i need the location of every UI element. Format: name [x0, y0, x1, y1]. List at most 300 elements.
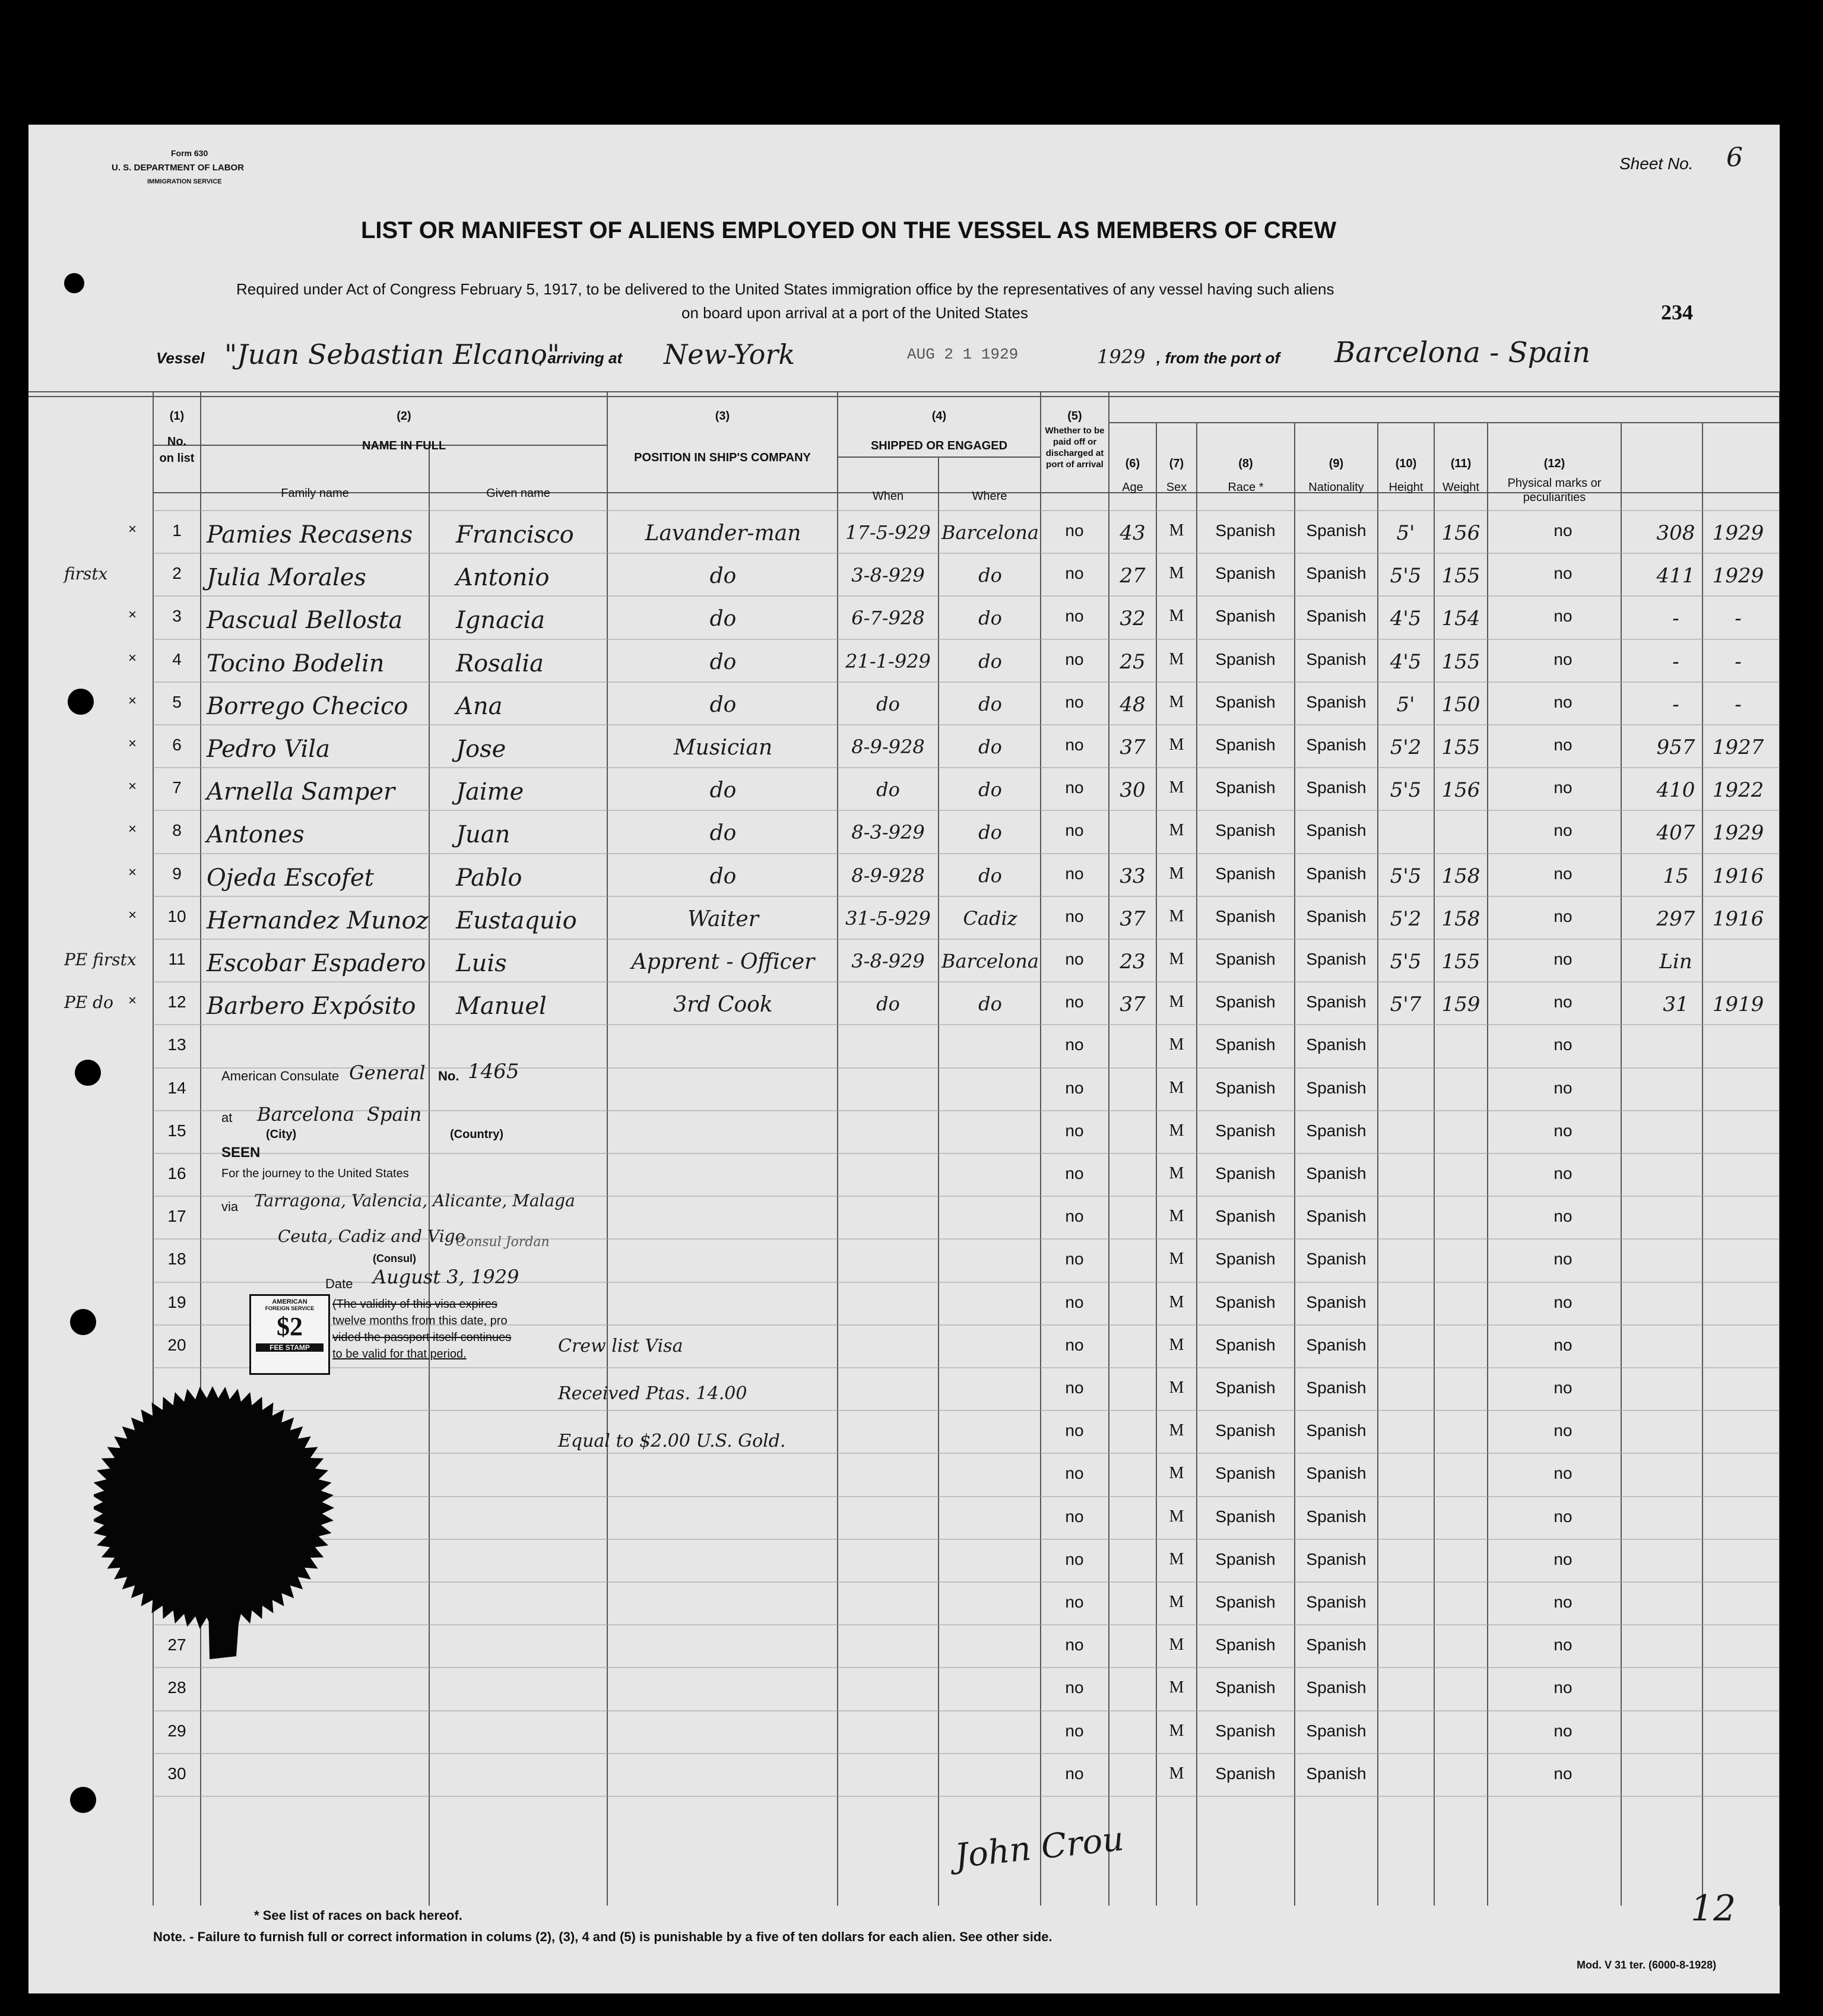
given-name: Jaime	[456, 778, 524, 806]
col8-num: (8)	[1238, 457, 1253, 470]
race: Spanish	[1215, 1035, 1276, 1054]
nationality: Spanish	[1306, 1764, 1367, 1783]
sex: M	[1169, 1764, 1184, 1783]
row-number: 2	[172, 564, 182, 583]
extra-year: 1919	[1712, 993, 1764, 1017]
table-row	[28, 982, 1780, 1025]
check-mark: ×	[128, 821, 137, 838]
race: Spanish	[1215, 1121, 1276, 1140]
col4-when: When	[872, 490, 904, 503]
extra-year: 1916	[1712, 864, 1764, 888]
race: Spanish	[1215, 1292, 1276, 1311]
row-number: 6	[172, 736, 182, 754]
height: 5'5	[1390, 864, 1422, 888]
nationality: Spanish	[1306, 1164, 1367, 1183]
paid-off: no	[1065, 950, 1084, 968]
row-number: 8	[172, 821, 182, 840]
family-name: Tocino Bodelin	[207, 649, 385, 677]
row-number: 15	[167, 1121, 186, 1140]
physical-marks: no	[1553, 692, 1572, 711]
table-row	[28, 939, 1780, 982]
paid-off: no	[1065, 1464, 1084, 1483]
table-row	[28, 639, 1780, 682]
check-mark: ×	[128, 864, 137, 880]
paid-off: no	[1065, 1635, 1084, 1654]
paid-off: no	[1065, 692, 1084, 711]
paid-off: no	[1065, 1164, 1084, 1183]
row-number: 7	[172, 778, 182, 797]
shipped-when: 8-9-928	[851, 736, 925, 758]
paid-off: no	[1065, 649, 1084, 668]
height: 4'5	[1390, 649, 1422, 674]
given-name: Antonio	[456, 564, 550, 592]
seen-label: SEEN	[221, 1145, 261, 1161]
height: 5'	[1396, 692, 1415, 717]
race: Spanish	[1215, 1164, 1276, 1183]
height: 5'2	[1390, 906, 1422, 931]
age: 37	[1120, 736, 1146, 759]
age: 33	[1120, 864, 1146, 888]
check-mark: ×	[128, 692, 137, 709]
physical-marks: no	[1553, 1464, 1572, 1483]
paid-off: no	[1065, 1078, 1084, 1097]
visa-date: August 3, 1929	[373, 1266, 519, 1288]
age: 48	[1120, 692, 1146, 717]
physical-marks: no	[1553, 1721, 1572, 1740]
paid-off: no	[1065, 607, 1084, 626]
race: Spanish	[1215, 692, 1276, 711]
manifest-sheet	[28, 125, 1780, 1993]
shipped-where: do	[978, 649, 1002, 673]
paid-off: no	[1065, 1035, 1084, 1054]
family-name: Barbero Expósito	[207, 993, 416, 1020]
extra-year: 1929	[1712, 821, 1764, 845]
check-mark: ×	[128, 736, 137, 752]
physical-marks: no	[1553, 1549, 1572, 1568]
col10-label: Height	[1388, 481, 1423, 494]
race: Spanish	[1215, 1507, 1276, 1526]
race: Spanish	[1215, 1593, 1276, 1611]
col9-label: Nationality	[1308, 481, 1364, 494]
extra-year: 1916	[1712, 906, 1764, 931]
paid-off: no	[1065, 1549, 1084, 1568]
margin-note: PE do	[64, 993, 113, 1013]
given-name: Rosalia	[456, 649, 544, 677]
row-number: 13	[167, 1035, 186, 1054]
crew-visa-note-2: Received Ptas. 14.00	[558, 1383, 747, 1404]
shipped-when: 8-3-929	[851, 821, 925, 844]
height: 4'5	[1390, 607, 1422, 631]
race: Spanish	[1215, 1549, 1276, 1568]
race: Spanish	[1215, 1078, 1276, 1097]
weight: 158	[1441, 906, 1480, 931]
paid-off: no	[1065, 864, 1084, 883]
nationality: Spanish	[1306, 821, 1367, 840]
table-row	[28, 1025, 1780, 1067]
sex: M	[1169, 1678, 1184, 1697]
race: Spanish	[1215, 950, 1276, 968]
extra-number: 957	[1656, 736, 1695, 759]
family-name: Borrego Checico	[207, 692, 408, 720]
nationality: Spanish	[1306, 1635, 1367, 1654]
extra-number: -	[1672, 692, 1679, 717]
row-number: 30	[167, 1764, 186, 1783]
extra-number: 31	[1663, 993, 1689, 1017]
arriving-label: , arriving at	[539, 349, 623, 367]
nationality: Spanish	[1306, 1549, 1367, 1568]
given-name: Ignacia	[456, 607, 546, 635]
nationality: Spanish	[1306, 778, 1367, 797]
sex: M	[1169, 692, 1184, 711]
validity-line-3: vided the passport itself continues	[332, 1331, 512, 1344]
col11-label: Weight	[1442, 481, 1479, 494]
age: 23	[1120, 950, 1146, 974]
col2-family: Family name	[281, 487, 349, 500]
sex: M	[1169, 1549, 1184, 1568]
check-mark: ×	[128, 607, 137, 623]
date-stamp: AUG 2 1 1929	[907, 345, 1019, 363]
shipped-where: Cadiz	[963, 906, 1017, 930]
extra-year: -	[1735, 692, 1742, 717]
col1-num: (1)	[169, 410, 185, 423]
row-number: 16	[167, 1164, 186, 1183]
row-number: 18	[167, 1250, 186, 1269]
shipped-when: 3-8-929	[851, 950, 925, 972]
given-name: Manuel	[456, 993, 547, 1020]
position: 3rd Cook	[673, 993, 773, 1017]
nationality: Spanish	[1306, 1292, 1367, 1311]
form-number: Form 630	[171, 148, 208, 158]
sex: M	[1169, 736, 1184, 754]
shipped-when: 31-5-929	[845, 906, 931, 930]
extra-number: 410	[1656, 778, 1695, 803]
col10-num: (10)	[1395, 457, 1417, 470]
validity-line-2: twelve months from this date, pro	[332, 1314, 508, 1327]
stamp-value: $2	[277, 1312, 303, 1341]
paid-off: no	[1065, 993, 1084, 1012]
sheet-number: 6	[1726, 142, 1743, 173]
validity-line-4: to be valid for that period.	[332, 1348, 467, 1361]
stamp-line-1: AMERICAN	[272, 1298, 307, 1305]
extra-year: -	[1735, 607, 1742, 631]
shipped-when: 17-5-929	[845, 521, 931, 544]
col9-num: (9)	[1329, 457, 1344, 470]
stamp-line-3: FEE STAMP	[256, 1343, 324, 1352]
family-name: Antones	[207, 821, 305, 849]
stamp-line-2: FOREIGN SERVICE	[265, 1305, 315, 1311]
validity-line-1: (The validity of this visa expires	[332, 1298, 497, 1311]
shipped-where: do	[978, 607, 1002, 630]
form-mod: Mod. V 31 ter. (6000-8-1928)	[1577, 1959, 1717, 1971]
physical-marks: no	[1553, 1378, 1572, 1397]
given-name: Eustaquio	[456, 906, 577, 934]
sex: M	[1169, 564, 1184, 583]
table-row	[28, 768, 1780, 810]
physical-marks: no	[1553, 1635, 1572, 1654]
vessel-label: Vessel	[156, 349, 205, 367]
row-number: 11	[168, 950, 186, 968]
paid-off: no	[1065, 778, 1084, 797]
sex: M	[1169, 1035, 1184, 1054]
department: U. S. DEPARTMENT OF LABOR	[112, 163, 245, 173]
weight: 159	[1441, 993, 1480, 1017]
shipped-where: do	[978, 564, 1002, 587]
family-name: Ojeda Escofet	[207, 864, 374, 892]
sex: M	[1169, 1378, 1184, 1397]
position: Musician	[673, 736, 773, 760]
city-label: (City)	[266, 1128, 297, 1141]
row-number: 14	[167, 1078, 186, 1097]
footnote-penalty: Note. - Failure to furnish full or correct information in colums (2), (3), 4 and (5) is punishable by a five of ten dollars for each alien. See other side.	[153, 1929, 1052, 1944]
nationality: Spanish	[1306, 1121, 1367, 1140]
from-port: Barcelona - Spain	[1334, 336, 1591, 369]
race: Spanish	[1215, 1207, 1276, 1226]
family-name: Arnella Samper	[207, 778, 395, 806]
col2-num: (2)	[397, 410, 411, 423]
physical-marks: no	[1553, 993, 1572, 1012]
col2-given: Given name	[486, 487, 550, 500]
nationality: Spanish	[1306, 1507, 1367, 1526]
nationality: Spanish	[1306, 649, 1367, 668]
visa-no: 1465	[468, 1060, 519, 1083]
position: Waiter	[687, 906, 759, 931]
check-mark: ×	[128, 778, 137, 795]
nationality: Spanish	[1306, 1421, 1367, 1440]
position: Apprent - Officer	[631, 950, 815, 974]
shipped-when: do	[876, 993, 900, 1016]
physical-marks: no	[1553, 1764, 1572, 1783]
sex: M	[1169, 1335, 1184, 1354]
col3-num: (3)	[715, 410, 730, 423]
check-mark: ×	[128, 521, 137, 537]
table-row	[28, 511, 1780, 553]
paid-off: no	[1065, 906, 1084, 925]
sex: M	[1169, 1164, 1184, 1183]
nationality: Spanish	[1306, 521, 1367, 540]
race: Spanish	[1215, 778, 1276, 797]
subtitle-2: on board upon arrival at a port of the United States	[681, 304, 1028, 322]
extra-number: 411	[1656, 564, 1695, 588]
row-number: 1	[172, 521, 182, 540]
family-name: Escobar Espadero	[207, 950, 426, 977]
paid-off: no	[1065, 1292, 1084, 1311]
extra-year: 1929	[1712, 521, 1764, 545]
height: 5'	[1396, 521, 1415, 545]
nationality: Spanish	[1306, 692, 1367, 711]
position: do	[709, 607, 737, 632]
sex: M	[1169, 1635, 1184, 1654]
weight: 156	[1441, 521, 1480, 545]
physical-marks: no	[1553, 864, 1572, 883]
physical-marks: no	[1553, 906, 1572, 925]
consul-name: Consul Jordan	[456, 1235, 550, 1250]
col3-label: POSITION IN SHIP'S COMPANY	[634, 451, 811, 464]
shipped-where: do	[978, 864, 1002, 887]
paid-off: no	[1065, 1678, 1084, 1697]
race: Spanish	[1215, 1635, 1276, 1654]
punch-hole	[64, 273, 84, 293]
physical-marks: no	[1553, 649, 1572, 668]
physical-marks: no	[1553, 821, 1572, 840]
nationality: Spanish	[1306, 993, 1367, 1012]
sex: M	[1169, 1078, 1184, 1097]
sex: M	[1169, 778, 1184, 797]
position: do	[709, 692, 737, 717]
paid-off: no	[1065, 1764, 1084, 1783]
nationality: Spanish	[1306, 1678, 1367, 1697]
physical-marks: no	[1553, 1121, 1572, 1140]
physical-marks: no	[1553, 564, 1572, 583]
paid-off: no	[1065, 1421, 1084, 1440]
table-row	[28, 596, 1780, 639]
physical-marks: no	[1553, 1335, 1572, 1354]
sex: M	[1169, 950, 1184, 968]
extra-number: -	[1672, 607, 1679, 631]
paid-off: no	[1065, 1250, 1084, 1269]
height: 5'2	[1390, 736, 1422, 759]
nationality: Spanish	[1306, 1593, 1367, 1611]
table-row	[28, 553, 1780, 596]
age: 27	[1120, 564, 1146, 588]
weight: 158	[1441, 864, 1480, 888]
given-name: Pablo	[456, 864, 522, 892]
weight: 155	[1441, 950, 1480, 974]
paid-off: no	[1065, 521, 1084, 540]
visa-city: Barcelona	[257, 1103, 354, 1126]
paid-off: no	[1065, 1335, 1084, 1354]
nationality: Spanish	[1306, 1250, 1367, 1269]
consulate-type: General	[349, 1061, 426, 1084]
row-number: 29	[167, 1721, 186, 1740]
row-number: 5	[172, 692, 182, 711]
given-name: Francisco	[456, 521, 574, 549]
shipped-where: do	[978, 736, 1002, 758]
signature: John Crou	[953, 1820, 1126, 1876]
col4-label: SHIPPED OR ENGAGED	[870, 439, 1008, 452]
shipped-when: 21-1-929	[845, 649, 931, 673]
nationality: Spanish	[1306, 1078, 1367, 1097]
physical-marks: no	[1553, 778, 1572, 797]
sex: M	[1169, 1121, 1184, 1140]
row-number: 9	[172, 864, 182, 883]
sex: M	[1169, 1421, 1184, 1440]
physical-marks: no	[1553, 1593, 1572, 1611]
weight: 150	[1441, 692, 1480, 717]
sex: M	[1169, 1250, 1184, 1269]
shipped-where: Barcelona	[941, 521, 1039, 544]
physical-marks: no	[1553, 1164, 1572, 1183]
extra-year: 1929	[1712, 564, 1764, 588]
col12-label: Physical marks or peculiarities	[1507, 477, 1602, 504]
col4-where: Where	[972, 490, 1007, 503]
race: Spanish	[1215, 607, 1276, 626]
journey-label: For the journey to the United States	[221, 1167, 409, 1180]
check-mark: ×	[128, 993, 137, 1009]
age: 37	[1120, 993, 1146, 1017]
shipped-where: do	[978, 692, 1002, 715]
check-mark: ×	[128, 649, 137, 666]
col7-num: (7)	[1169, 457, 1184, 470]
at-label: at	[221, 1110, 233, 1125]
table-row	[28, 854, 1780, 896]
page-number: 234	[1661, 300, 1693, 324]
nationality: Spanish	[1306, 607, 1367, 626]
sheet-label: Sheet No.	[1619, 154, 1694, 173]
extra-year: 1922	[1712, 778, 1764, 803]
age: 25	[1120, 649, 1146, 674]
table-row	[28, 810, 1780, 853]
paid-off: no	[1065, 564, 1084, 583]
row-number: 19	[167, 1292, 186, 1311]
country-label: (Country)	[450, 1128, 503, 1141]
race: Spanish	[1215, 564, 1276, 583]
row-number: 3	[172, 607, 182, 626]
sex: M	[1169, 1593, 1184, 1611]
shipped-where: Barcelona	[941, 950, 1039, 972]
shipped-when: do	[876, 778, 900, 801]
table-row	[28, 682, 1780, 725]
arriving-port: New-York	[664, 338, 795, 370]
paid-off: no	[1065, 1207, 1084, 1226]
sex: M	[1169, 1464, 1184, 1483]
sex: M	[1169, 1721, 1184, 1740]
subtitle-1: Required under Act of Congress February 5, 1917, to be delivered to the United States immigration office by the representatives of any vessel having such aliens	[236, 280, 1334, 298]
sex: M	[1169, 864, 1184, 883]
consulate-label: American Consulate	[221, 1069, 340, 1083]
family-name: Pamies Recasens	[207, 521, 413, 549]
height: 5'5	[1390, 778, 1422, 803]
shipped-when: 3-8-929	[851, 564, 925, 587]
physical-marks: no	[1553, 1250, 1572, 1269]
shipped-where: do	[978, 778, 1002, 801]
from-label: , from the port of	[1156, 349, 1280, 367]
row-number: 4	[172, 649, 182, 668]
race: Spanish	[1215, 1250, 1276, 1269]
consul-label: (Consul)	[373, 1253, 416, 1264]
position: Lavander-man	[645, 521, 801, 546]
margin-note: firstx	[64, 564, 108, 584]
race: Spanish	[1215, 1678, 1276, 1697]
shipped-where: do	[978, 821, 1002, 844]
physical-marks: no	[1553, 607, 1572, 626]
wax-seal	[94, 1359, 355, 1668]
col5-num: (5)	[1067, 410, 1082, 423]
crew-visa-note-1: Crew list Visa	[558, 1336, 683, 1356]
physical-marks: no	[1553, 1421, 1572, 1440]
paid-off: no	[1065, 1721, 1084, 1740]
age: 32	[1120, 607, 1146, 631]
given-name: Luis	[456, 950, 507, 977]
nationality: Spanish	[1306, 1464, 1367, 1483]
col11-num: (11)	[1450, 457, 1472, 470]
race: Spanish	[1215, 1378, 1276, 1397]
weight: 155	[1441, 649, 1480, 674]
weight: 154	[1441, 607, 1480, 631]
page-title: LIST OR MANIFEST OF ALIENS EMPLOYED ON THE VESSEL AS MEMBERS OF CREW	[361, 217, 1337, 243]
check-mark: ×	[128, 906, 137, 923]
position: do	[709, 864, 737, 889]
row-number: 27	[167, 1635, 186, 1654]
via-route-2: Ceuta, Cadiz and Vigo	[278, 1226, 465, 1246]
height: 5'7	[1390, 993, 1422, 1017]
shipped-when: do	[876, 692, 900, 715]
race: Spanish	[1215, 1764, 1276, 1783]
visa-no-label: No.	[438, 1069, 459, 1083]
row-number: 20	[167, 1335, 186, 1354]
table-row	[28, 1711, 1780, 1754]
physical-marks: no	[1553, 950, 1572, 968]
sex: M	[1169, 1292, 1184, 1311]
